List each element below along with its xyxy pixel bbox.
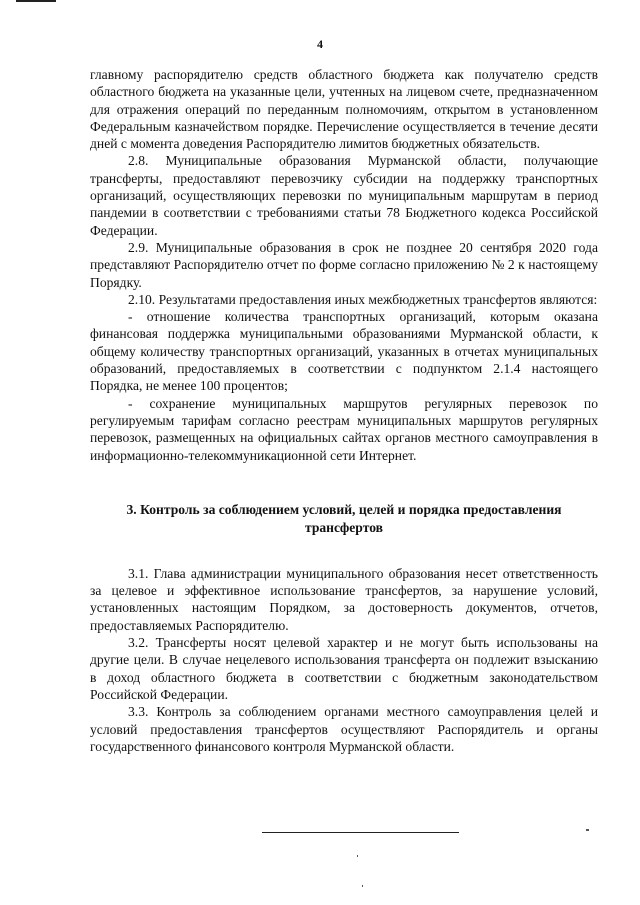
- paragraph-continuation: главному распорядителю средств областного бюджета как получателю средств областного бюджета на указанные цели, учтенных на лицевом счете, предназначенном для отражения операций по переданным полномочиям, открытом в установленном Федеральным казначейством порядке. Перечисление осуществляется в течение десяти дней с момента доведения Распорядителю лимитов бюджетных обязательств.: [90, 67, 598, 152]
- document-body: [90, 66, 598, 755]
- list-item-result-2: - сохранение муниципальных маршрутов регулярных перевозок по регулируемым тарифам согласно реестрам муниципальных маршрутов регулярных перевозок, размещенных на официальных сайтах органов местного самоуправления в информационно-телекоммуникационной сети Интернет.: [90, 395, 598, 463]
- paragraph-2-8: 2.8. Муниципальные образования Мурманской области, получающие трансферты, предоставляют перевозчику субсидии на поддержку транспортных организаций, осуществляющих перевозки по муниципальным маршрутам в период пандемии в соответствии с требованиями статьи 78 Бюджетного кодекса Российской Федерации.: [90, 153, 598, 238]
- list-item-result-1: - отношение количества транспортных организаций, которым оказана финансовая поддержка муниципальными образованиями Мурманской области, к общему количеству транспортных организаций, указанных в отчетах муниципальных образований, предоставляемых в соответствии с подпунктом 2.1.4 настоящего Порядка, не менее 100 процентов;: [90, 309, 598, 394]
- scan-speck: [362, 885, 363, 887]
- scan-speck: [357, 855, 358, 857]
- closing-rule-divider: [262, 832, 459, 833]
- scan-speck: [586, 829, 589, 831]
- paragraph-2-10: 2.10. Результатами предоставления иных межбюджетных трансфертов являются:: [128, 291, 598, 307]
- section-3-body: [90, 565, 598, 755]
- paragraph-3-3: 3.3. Контроль за соблюдением органами местного самоуправления целей и условий предоставления трансфертов осуществляют Распорядитель и органы государственного финансового контроля Мурманской области.: [90, 704, 598, 754]
- page-number: 4: [317, 37, 323, 51]
- scan-edge-mark: [16, 0, 56, 2]
- paragraph-2-9: 2.9. Муниципальные образования в срок не позднее 20 сентября 2020 года представляют Распорядителю отчет по форме согласно приложению № 2 к настоящему Порядку.: [90, 239, 598, 290]
- paragraph-3-2: 3.2. Трансферты носят целевой характер и не могут быть использованы на другие цели. В случае нецелевого использования трансферта он подлежит взысканию в доход областного бюджета в соответствии с бюджетным законодательством Российской Федерации.: [90, 635, 598, 702]
- paragraph-3-1: 3.1. Глава администрации муниципального образования несет ответственность за целевое и эффективное использование трансфертов, за нарушение условий, установленных настоящим Порядком, за достоверность документов, отчетов, предоставляемых Распорядителю.: [90, 565, 598, 633]
- section-3-heading: 3. Контроль за соблюдением условий, целей и порядка предоставления трансфертов: [126, 501, 562, 535]
